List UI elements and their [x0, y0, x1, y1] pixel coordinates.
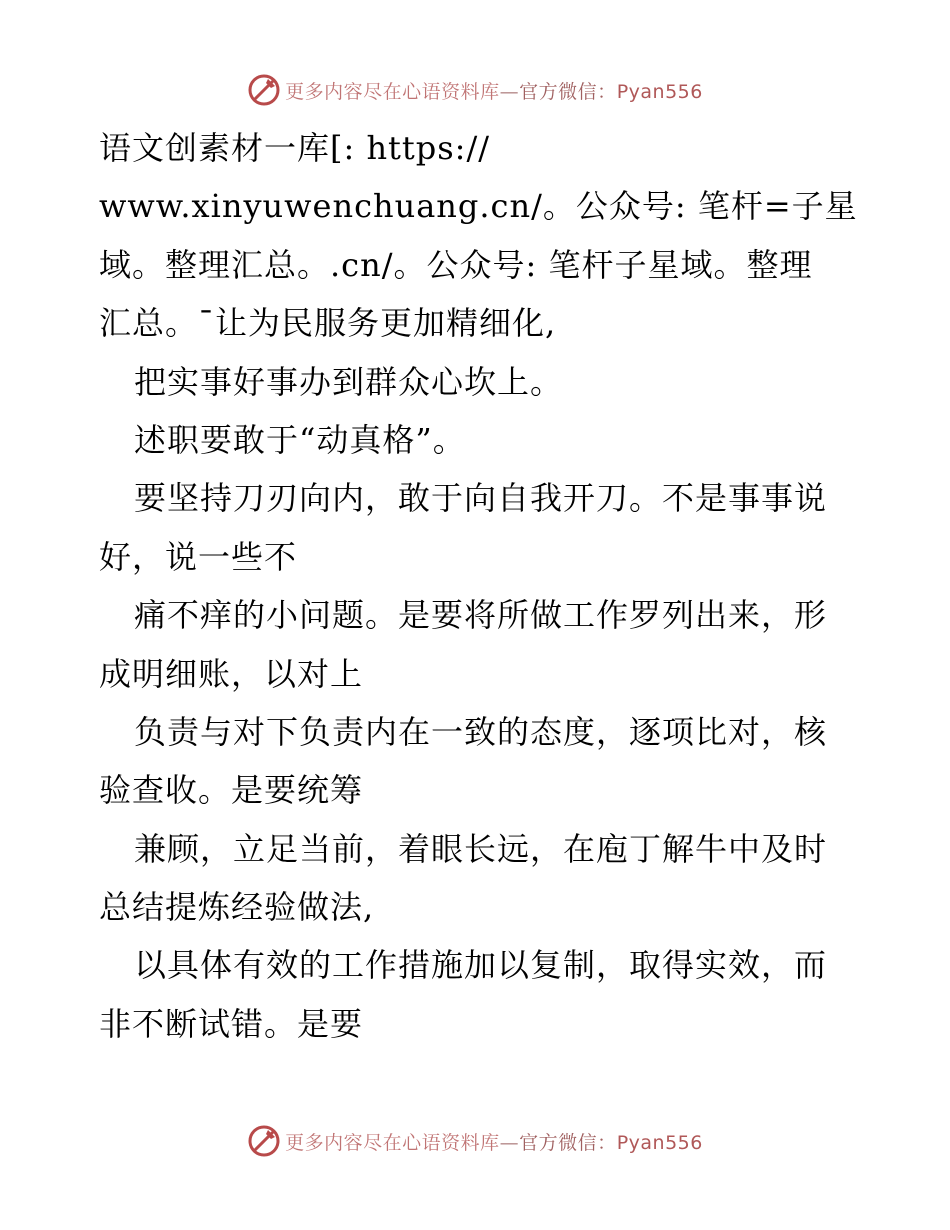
body-line: 把实事好事办到群众心坎上。: [134, 362, 564, 401]
footer-wechat-id: Pyan556: [616, 1131, 703, 1154]
body-line: 好，说一些不: [99, 537, 298, 576]
header-separator: —: [499, 80, 520, 103]
body-line: 验查收。是要统筹: [99, 771, 364, 810]
footer-wechat-label: 官方微信：: [519, 1131, 617, 1154]
body-line: 负责与对下负责内在一致的态度，逐项比对，核: [134, 712, 828, 751]
document-body: [99, 119, 859, 1053]
body-line: 汇总。¯让为民服务更加精细化,: [99, 304, 557, 343]
header-brand: 更多内容尽在心语资料库: [285, 80, 500, 103]
body-line: 语文创素材一库[: https://: [99, 129, 491, 167]
brand-logo-icon: [247, 1124, 281, 1158]
footer-banner: [0, 1121, 950, 1161]
header-wechat-label: 官方微信：: [519, 80, 617, 103]
body-line: 非不断试错。是要: [99, 1004, 364, 1043]
footer-banner-text: [285, 1128, 703, 1155]
body-line: 以具体有效的工作措施加以复制，取得实效，而: [134, 946, 828, 985]
header-banner: [0, 70, 950, 110]
body-line: 要坚持刀刃向内，敢于向自我开刀。不是事事说: [134, 479, 828, 518]
body-line: 域。整理汇总。.cn/。公众号: 笔杆子星域。整理: [99, 245, 813, 284]
body-line: 兼顾，立足当前，着眼长远，在庖丁解牛中及时: [134, 829, 828, 868]
body-line: 总结提炼经验做法,: [99, 888, 375, 927]
header-banner-text: [285, 77, 703, 104]
footer-separator: —: [499, 1131, 520, 1154]
body-line: 成明细账，以对上: [99, 654, 364, 693]
footer-brand: 更多内容尽在心语资料库: [285, 1131, 500, 1154]
body-line: www.xinyuwenchuang.cn/。公众号: 笔杆=子星: [99, 187, 858, 226]
brand-logo-icon: [247, 73, 281, 107]
body-line: 痛不痒的小问题。是要将所做工作罗列出来，形: [134, 596, 828, 635]
header-wechat-id: Pyan556: [616, 80, 703, 103]
body-line: 述职要敢于“动真格”。: [134, 420, 466, 459]
